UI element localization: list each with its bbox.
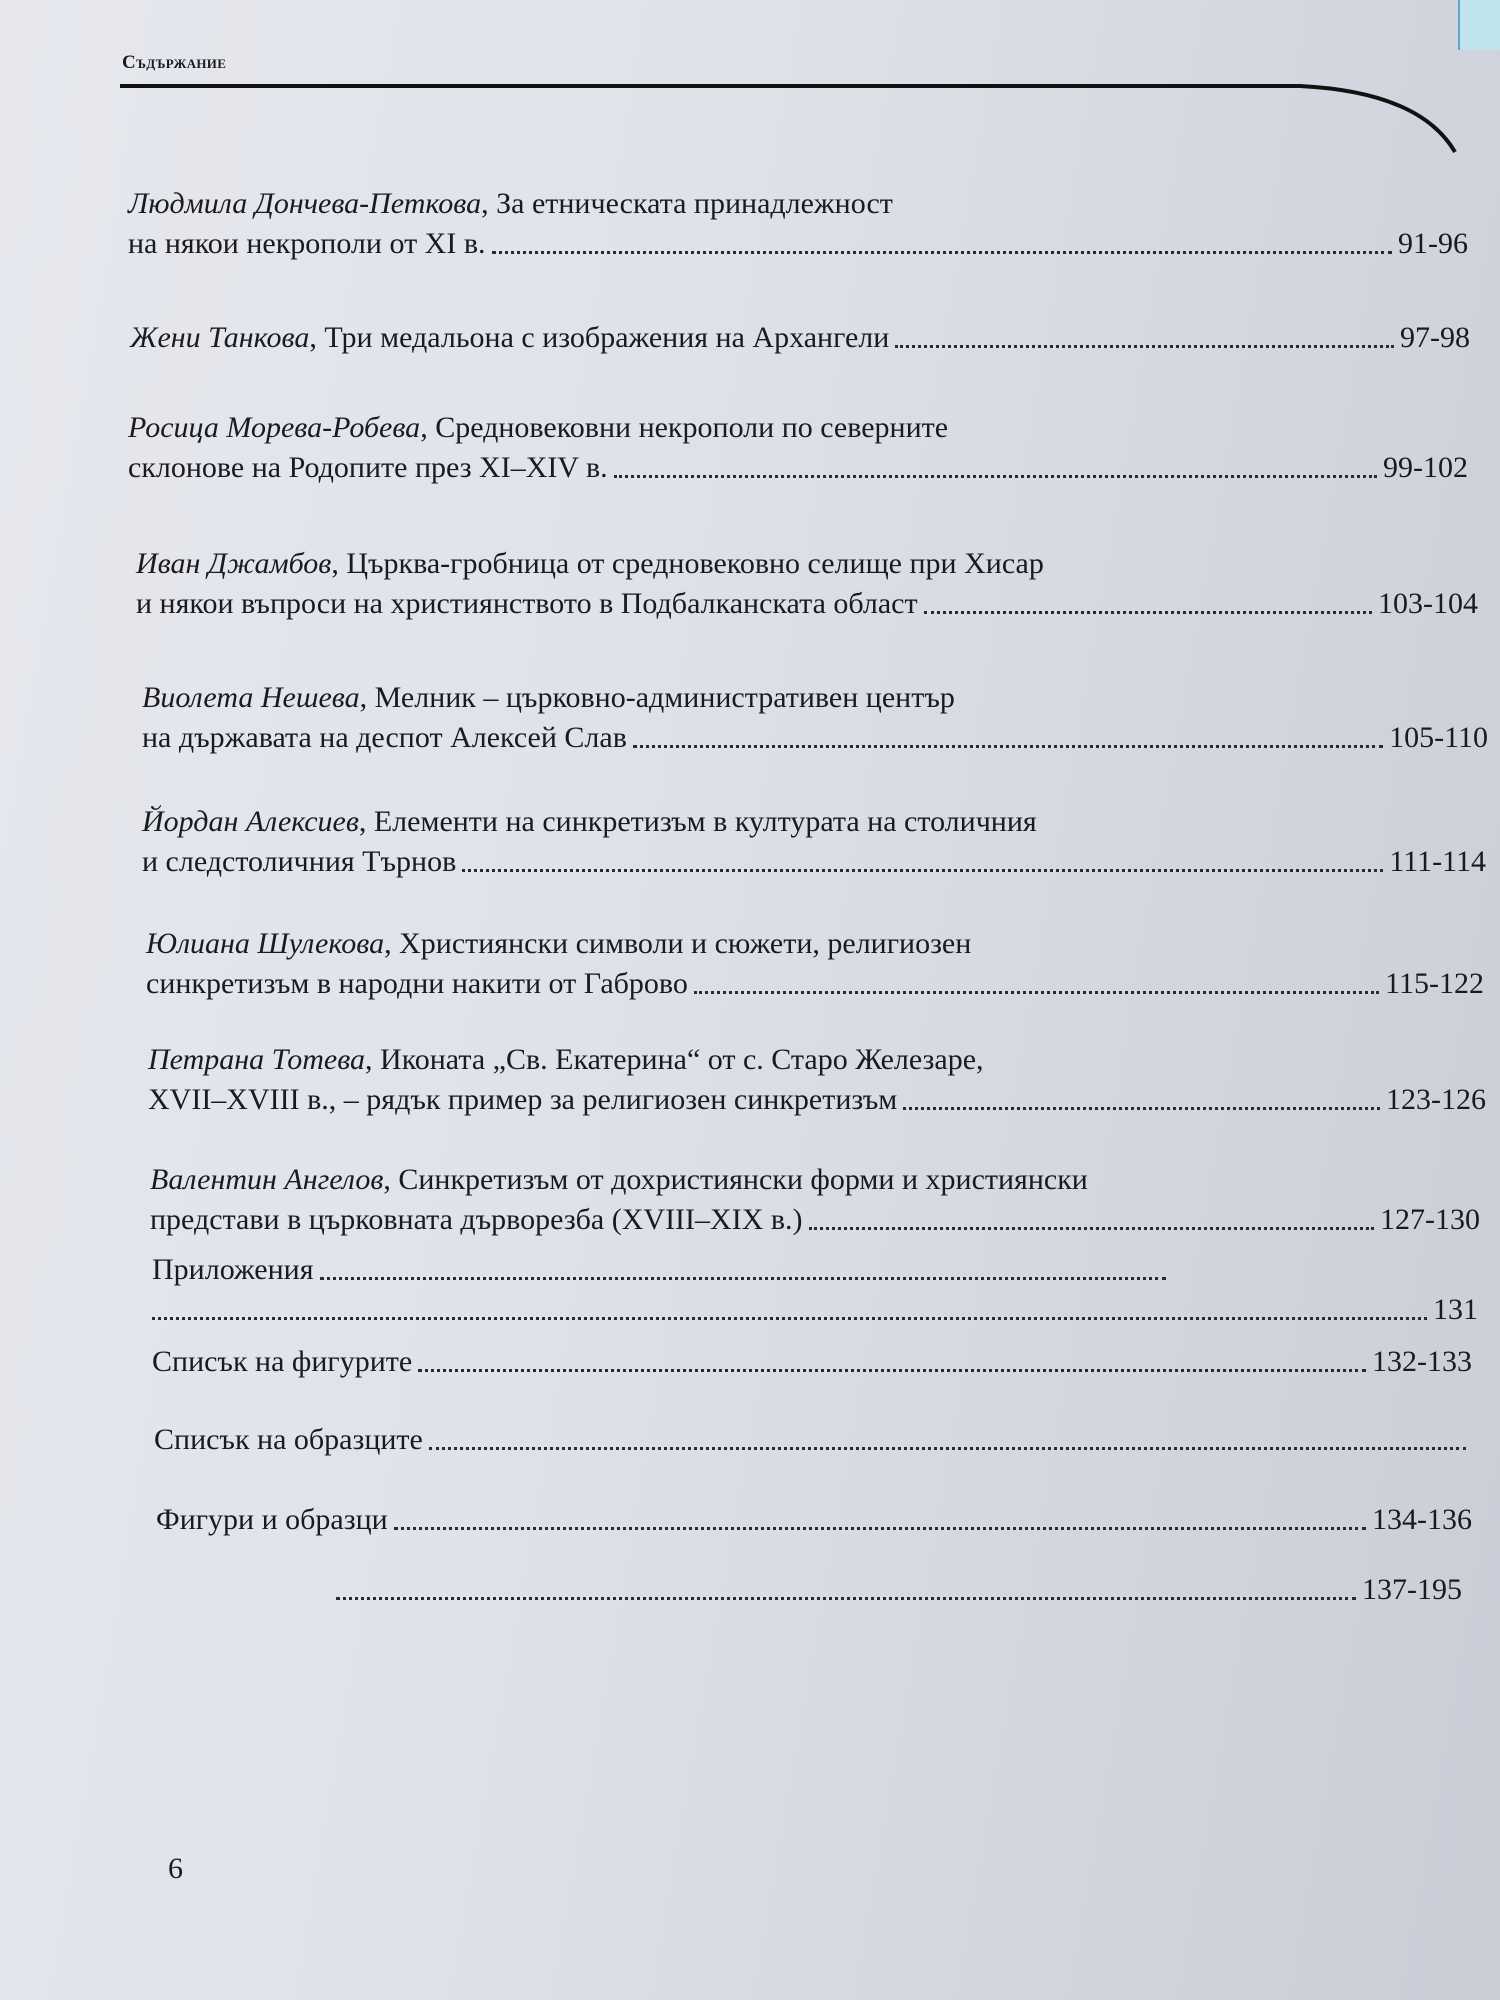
appendix-label: Фигури и образци	[156, 1503, 388, 1536]
appendix-entry-figures-list[interactable]	[152, 1342, 1472, 1382]
entry-author: Росица Морева-Робева	[128, 411, 421, 444]
dot-leader	[809, 1227, 1374, 1230]
appendix-pages: 137-195	[1362, 1573, 1462, 1606]
entry-title-line1: , Църква-гробница от средновековно селище при Хисар	[331, 547, 1044, 580]
page-number: 6	[168, 1852, 183, 1885]
toc-entry[interactable]	[142, 678, 1488, 758]
entry-author: Людмила Дончева-Петкова	[128, 187, 482, 220]
entry-title-line1: , За етническата принадлежност	[481, 187, 893, 220]
entry-author: Иван Джамбов	[136, 547, 332, 580]
toc-entry[interactable]	[136, 544, 1478, 624]
appendix-pages: 131	[1433, 1293, 1478, 1326]
entry-title-line1: , Средновековни некрополи по северните	[420, 411, 949, 444]
entry-author: Юлиана Шулекова	[146, 927, 385, 960]
dot-leader	[394, 1527, 1366, 1530]
toc-entry[interactable]	[128, 184, 1468, 264]
entry-title-line1: , Елементи на синкретизъм в културата на столичния	[358, 805, 1037, 838]
entry-title-line1: , Мелник – църковно-административен център	[359, 681, 955, 714]
appendix-label: Списък на образците	[154, 1423, 423, 1456]
entry-title-line1: , Християнски символи и сюжети, религиозен	[384, 927, 972, 960]
entry-pages: 91-96	[1398, 227, 1468, 260]
toc-entry[interactable]	[128, 408, 1468, 488]
toc-entry[interactable]	[130, 318, 1470, 358]
dot-leader	[320, 1277, 1167, 1280]
entry-author: Петрана Тотева	[148, 1043, 366, 1076]
entry-title-line2: склонове на Родопите през XI–XIV в.	[128, 451, 608, 484]
appendix-entry-figures-samples[interactable]	[156, 1500, 1472, 1540]
dot-leader	[492, 251, 1393, 254]
dot-leader	[903, 1107, 1380, 1110]
entry-author: Валентин Ангелов	[150, 1163, 384, 1196]
entry-pages: 127-130	[1380, 1203, 1480, 1236]
entry-title-line1: , Синкретизъм от дохристиянски форми и християнски	[383, 1163, 1088, 1196]
appendix-label: Списък на фигурите	[152, 1345, 413, 1378]
toc-entry[interactable]	[148, 1040, 1486, 1120]
appendix-pages: 134-136	[1372, 1503, 1472, 1536]
entry-author: Жени Танкова	[130, 321, 310, 354]
entry-title-line2: представи в църковната дърворезба (XVIII–XIX в.)	[150, 1203, 803, 1236]
entry-title-line2: на някои некрополи от XI в.	[128, 227, 486, 260]
dot-leader	[924, 611, 1372, 614]
entry-author: Йордан Алексиев	[142, 805, 359, 838]
entry-author: Виолета Нешева	[142, 681, 360, 714]
header-rule	[0, 0, 1500, 200]
entry-pages: 99-102	[1383, 451, 1468, 484]
running-header: Съдържание	[122, 52, 227, 73]
toc-entry[interactable]	[142, 802, 1486, 882]
entry-title-line2: на държавата на деспот Алексей Слав	[142, 721, 627, 754]
dot-leader	[694, 991, 1379, 994]
toc-entry[interactable]	[146, 924, 1484, 1004]
dot-leader	[633, 745, 1383, 748]
appendix-label: Приложения	[152, 1253, 314, 1286]
entry-title-line2: и следстоличния Търнов	[142, 845, 457, 878]
entry-pages: 111-114	[1389, 845, 1486, 878]
entry-title: , Три медальона с изображения на Архангели	[309, 321, 890, 354]
dot-leader	[429, 1447, 1466, 1450]
entry-title-line2: XVII–XVIII в., – рядък пример за религиозен синкретизъм	[148, 1083, 898, 1116]
appendix-pages: 132-133	[1372, 1345, 1472, 1378]
entry-title-line1: , Иконата „Св. Екатерина“ от с. Старо Железаре,	[365, 1043, 984, 1076]
appendix-entry-continuation[interactable]	[330, 1570, 1462, 1610]
toc-entry[interactable]	[150, 1160, 1480, 1240]
dot-leader	[895, 345, 1394, 348]
entry-pages: 103-104	[1378, 587, 1478, 620]
appendix-entry-samples-list[interactable]	[154, 1420, 1472, 1460]
entry-title-line2: синкретизъм в народни накити от Габрово	[146, 967, 688, 1000]
dot-leader	[152, 1317, 1427, 1320]
entry-pages: 97-98	[1400, 321, 1470, 354]
appendix-entry-apps[interactable]	[152, 1250, 1478, 1330]
dot-leader	[418, 1369, 1366, 1372]
entry-title-line2: и някои въпроси на християнството в Подбалканската област	[136, 587, 918, 620]
dot-leader	[336, 1597, 1356, 1600]
entry-pages: 105-110	[1389, 721, 1488, 754]
dot-leader	[462, 869, 1383, 872]
entry-pages: 123-126	[1386, 1083, 1486, 1116]
entry-pages: 115-122	[1385, 967, 1484, 1000]
dot-leader	[614, 475, 1377, 478]
